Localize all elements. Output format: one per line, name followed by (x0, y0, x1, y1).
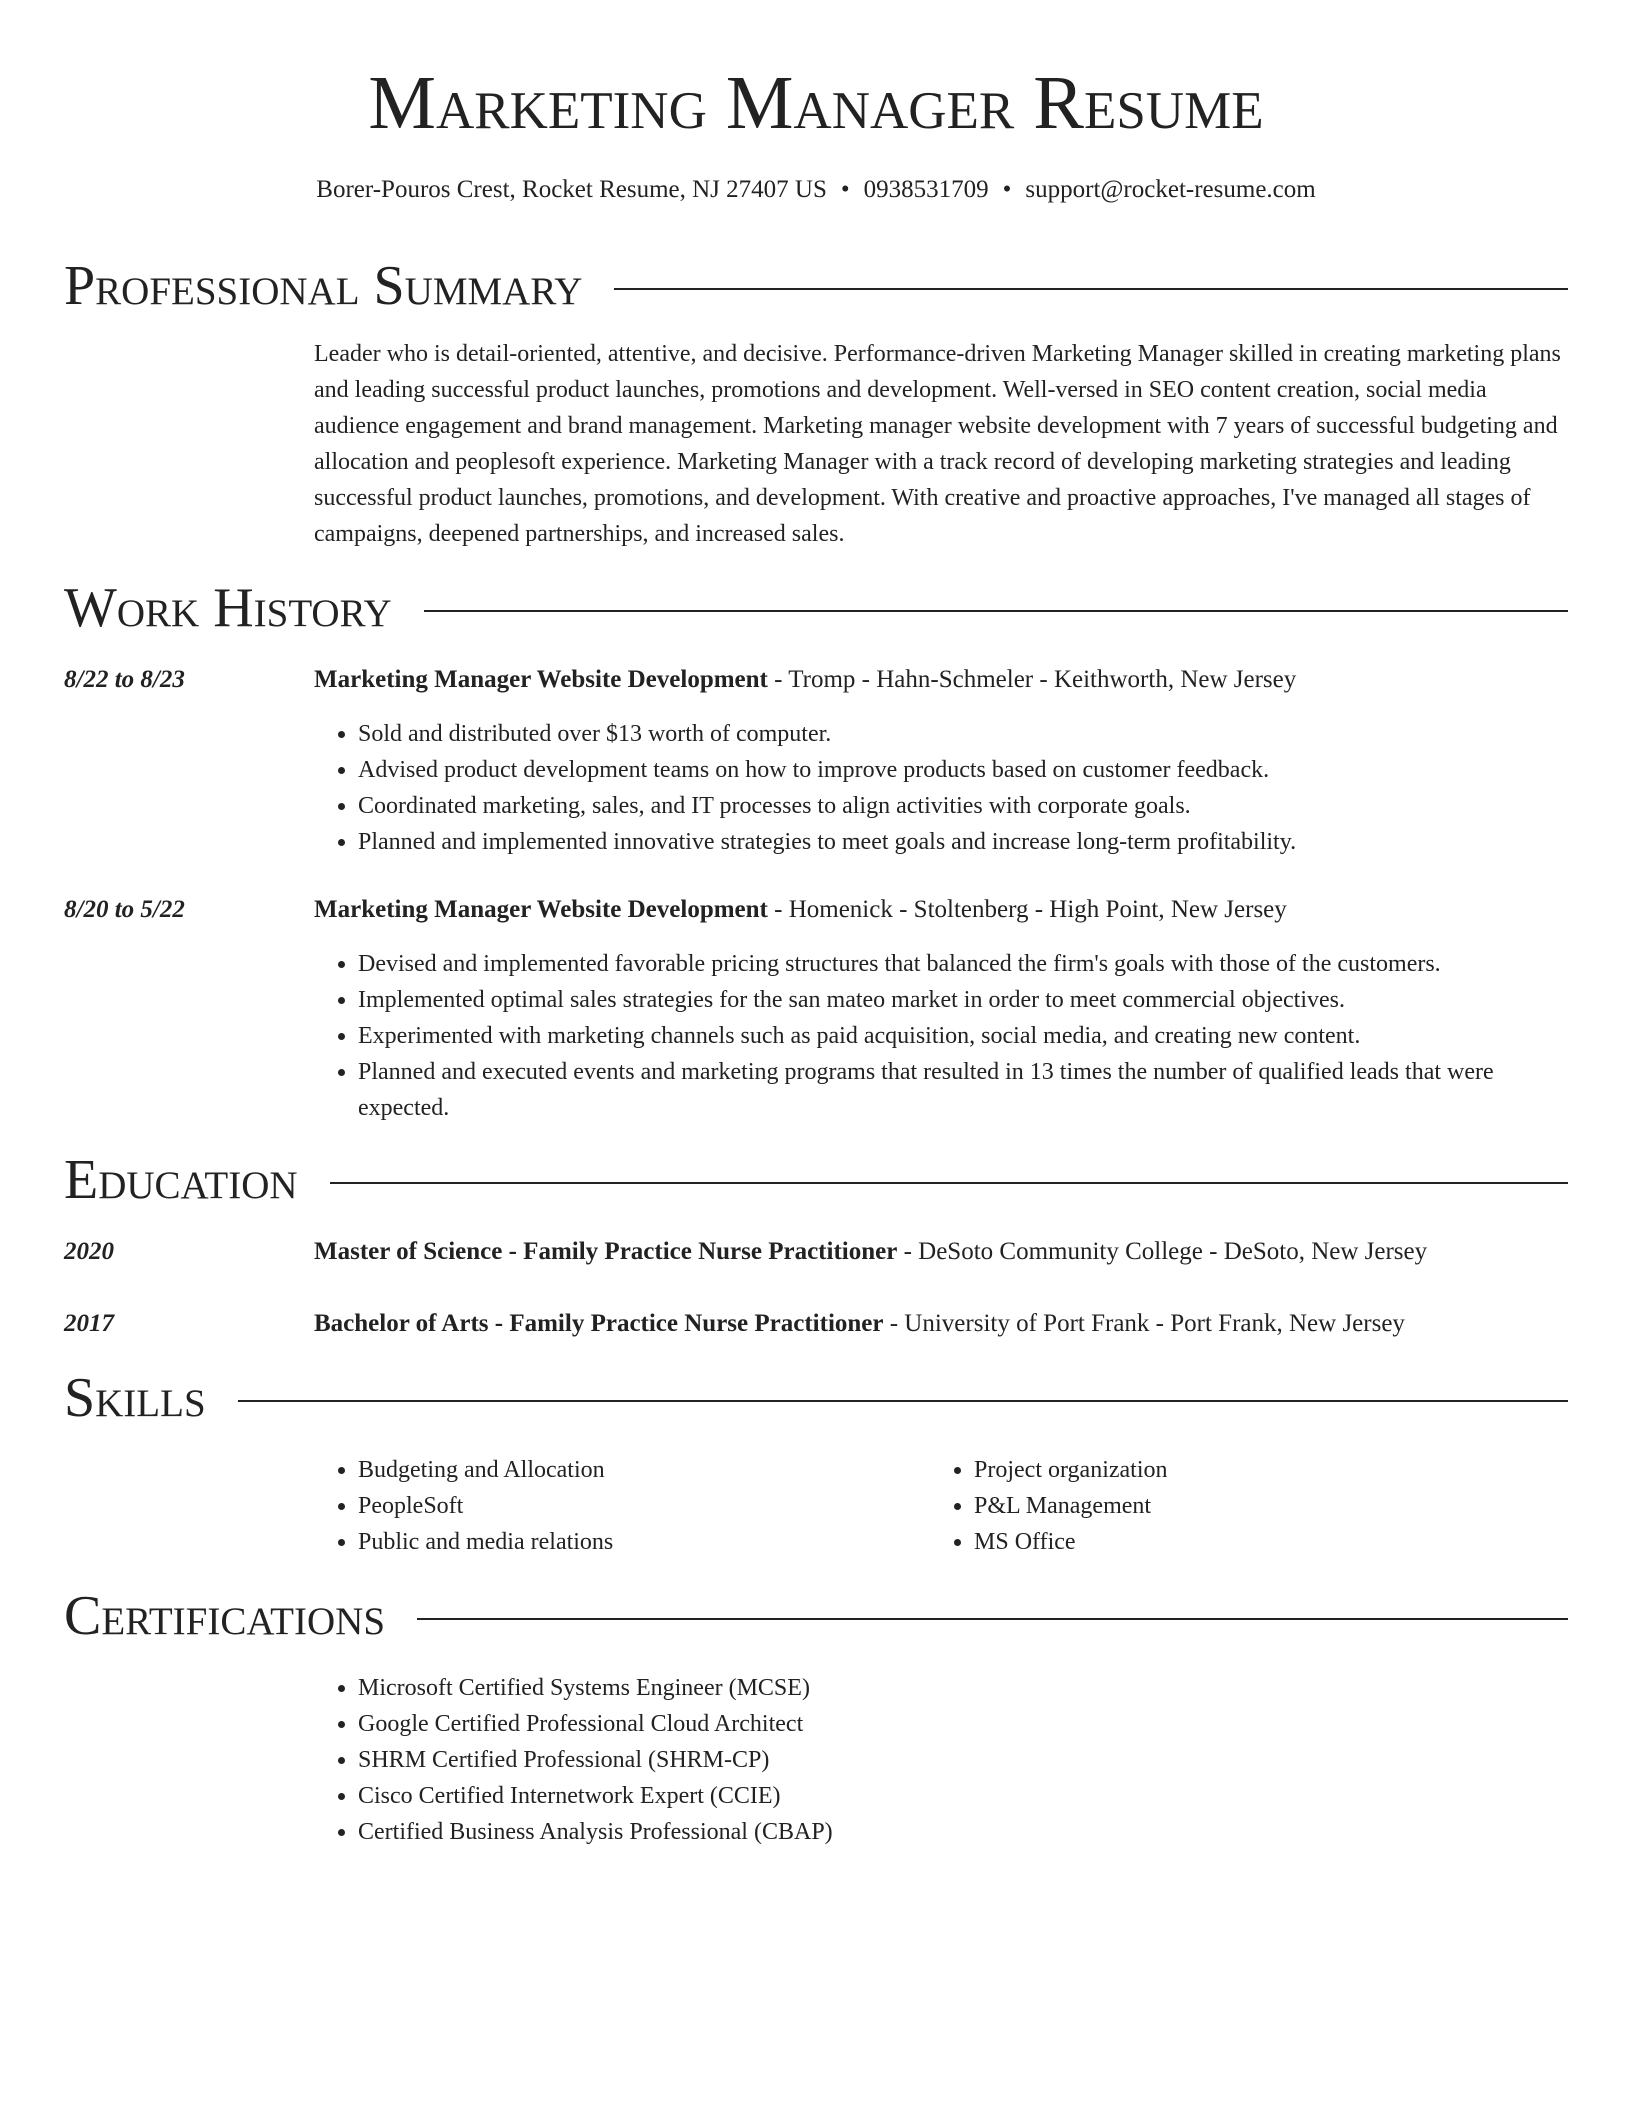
skills-list-left (314, 1452, 914, 1560)
section-education-heading (64, 1148, 1568, 1212)
certification-item: • Certified Business Analysis Professional (CBAP) (358, 1814, 1568, 1850)
section-work-history-heading (64, 576, 1568, 640)
job-header (314, 662, 1568, 698)
certification-item: • SHRM Certified Professional (SHRM-CP) (358, 1742, 1568, 1778)
section-title: Education (64, 1149, 298, 1211)
education-details: - University of Port Frank - Port Frank, New Jersey (883, 1310, 1405, 1337)
job-title: Marketing Manager Website Development (314, 666, 768, 693)
job-title: Marketing Manager Website Development (314, 896, 768, 923)
job-dates: 8/20 to 5/22 (64, 896, 185, 923)
list-item: • Planned and executed events and marketing programs that resulted in 13 times the number of qualified leads that were expected. (358, 1054, 1568, 1126)
contact-separator: • (840, 176, 850, 203)
job-bullets (314, 716, 1568, 860)
list-item: • Planned and implemented innovative strategies to meet goals and increase long-term profitability. (358, 824, 1568, 860)
list-item: • Experimented with marketing channels such as paid acquisition, social media, and creating new content. (358, 1018, 1568, 1054)
section-title: Certifications (64, 1585, 386, 1647)
section-title: Professional Summary (64, 255, 583, 317)
education-details: - DeSoto Community College - DeSoto, New Jersey (897, 1238, 1428, 1265)
certifications-list (314, 1670, 1568, 1850)
section-skills-heading (64, 1366, 1568, 1430)
list-item: • Sold and distributed over $13 worth of computer. (358, 716, 1568, 752)
skill-item: • Public and media relations (358, 1524, 914, 1560)
certification-item: • Cisco Certified Internetwork Expert (CCIE) (358, 1778, 1568, 1814)
job-header (314, 892, 1568, 928)
list-item: • Advised product development teams on how to improve products based on customer feedback. (358, 752, 1568, 788)
skills-list-right (930, 1452, 1530, 1560)
education-year: 2017 (64, 1310, 114, 1337)
education-year: 2020 (64, 1238, 114, 1265)
job-details: - Tromp - Hahn-Schmeler - Keithworth, New Jersey (767, 666, 1297, 693)
resume-title: Marketing Manager Resume (368, 61, 1264, 145)
certification-item: • Microsoft Certified Systems Engineer (MCSE) (358, 1670, 1568, 1706)
skill-item: • MS Office (974, 1524, 1530, 1560)
section-summary-heading (64, 254, 1568, 318)
contact-phone: 0938531709 (863, 176, 989, 203)
summary-paragraph: Leader who is detail-oriented, attentive, and decisive. Performance-driven Marketing Manager skilled in creating marketing plans and leading successful product launches, promotions and development. Well-versed in SEO content creation, social media audience engagement and brand management. Marketing manager website development with 7 years of successful budgeting and allocation and peoplesoft experience. Marketing Manager with a track record of developing marketing strategies and leading successful product launches, promotions, and development. With creative and proactive approaches, I've managed all stages of campaigns, deepened partnerships, and increased sales. (314, 341, 1561, 547)
job-bullets (314, 946, 1568, 1126)
skill-item: • Project organization (974, 1452, 1530, 1488)
section-divider (614, 288, 1568, 290)
section-title: Work History (64, 577, 392, 639)
contact-address: Borer-Pouros Crest, Rocket Resume, NJ 27407 US (316, 176, 827, 203)
skill-item: • Budgeting and Allocation (358, 1452, 914, 1488)
section-divider (424, 610, 1568, 612)
section-divider (330, 1182, 1568, 1184)
job-dates: 8/22 to 8/23 (64, 666, 185, 693)
skill-item: • P&L Management (974, 1488, 1530, 1524)
contact-email: support@rocket-resume.com (1025, 176, 1316, 203)
education-header (314, 1234, 1568, 1270)
section-title: Skills (64, 1367, 206, 1429)
section-divider (417, 1618, 1568, 1620)
list-item: • Implemented optimal sales strategies for the san mateo market in order to meet commercial objectives. (358, 982, 1568, 1018)
certification-item: • Google Certified Professional Cloud Architect (358, 1706, 1568, 1742)
contact-separator: • (1002, 176, 1012, 203)
section-certifications-heading (64, 1584, 1568, 1648)
skill-item: • PeopleSoft (358, 1488, 914, 1524)
education-degree: Master of Science - Family Practice Nurse Practitioner (314, 1238, 898, 1265)
education-degree: Bachelor of Arts - Family Practice Nurse Practitioner (314, 1310, 884, 1337)
section-divider (238, 1400, 1568, 1402)
list-item: • Coordinated marketing, sales, and IT processes to align activities with corporate goals. (358, 788, 1568, 824)
job-details: - Homenick - Stoltenberg - High Point, New Jersey (767, 896, 1287, 923)
education-header (314, 1306, 1568, 1342)
contact-line (0, 172, 1632, 208)
list-item: • Devised and implemented favorable pricing structures that balanced the firm's goals with those of the customers. (358, 946, 1568, 982)
